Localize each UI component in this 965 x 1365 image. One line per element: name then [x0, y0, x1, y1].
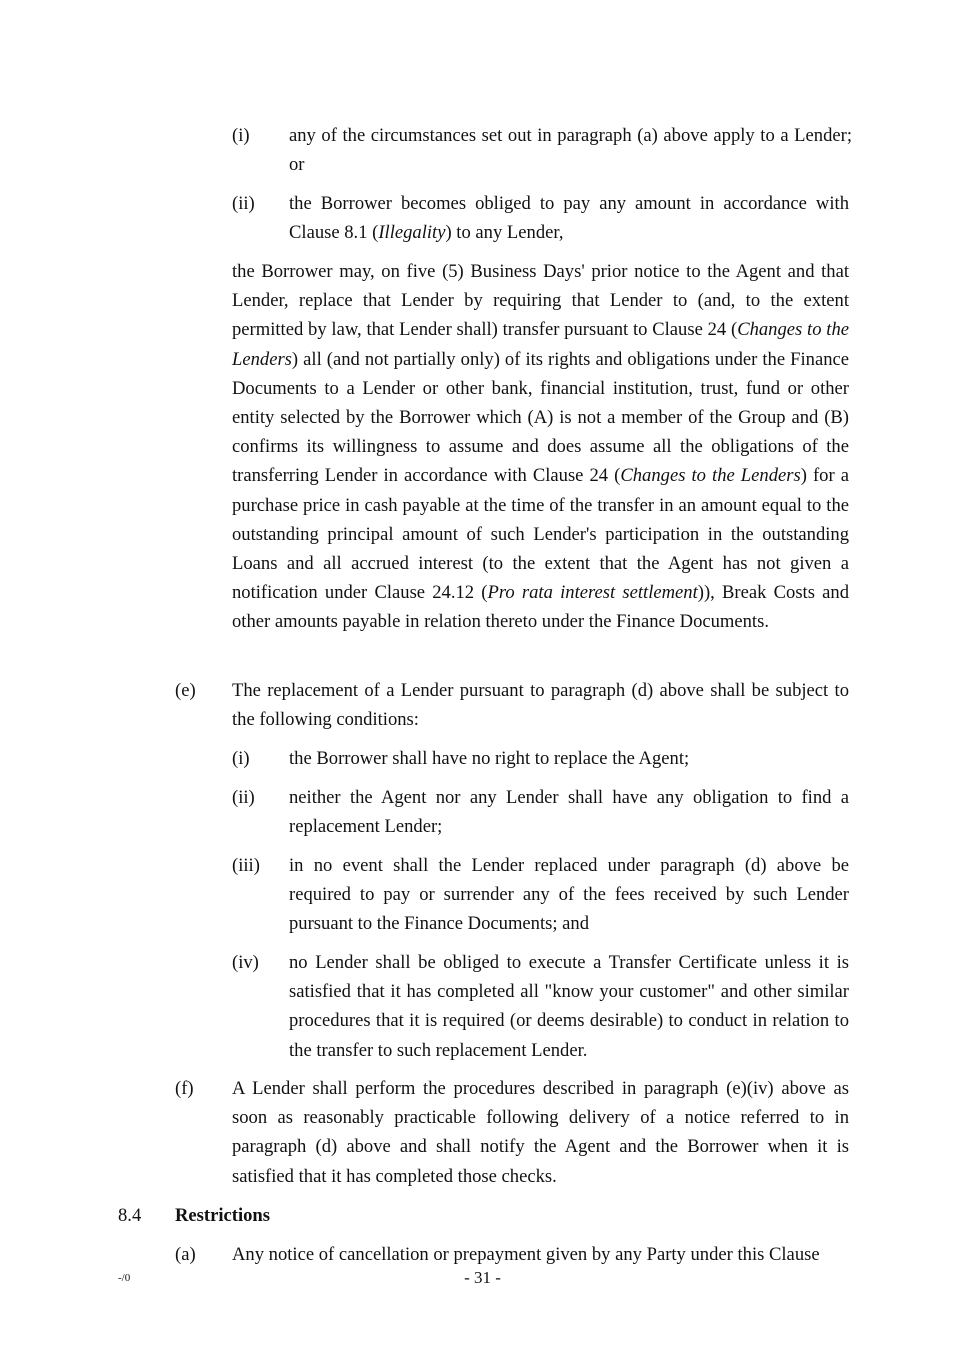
- item-text-8-4-a: Any notice of cancellation or prepayment given by any Party under this Clause: [232, 1244, 820, 1265]
- item-text-f: A Lender shall perform the procedures described in paragraph (e)(iv) above as soon as reasonably practicable following delivery of a notice referred to in paragraph (d) above and shall notify the Agent and the Borrower when it is satisfied that it has completed those checks.: [232, 1078, 849, 1187]
- item-number-e-i: (i): [232, 748, 250, 769]
- item-number-e-ii: (ii): [232, 787, 255, 808]
- item-text-e-iii: in no event shall the Lender replaced under paragraph (d) above be required to pay or surrender any of the fees received by such Lender pursuant to the Finance Documents; and: [289, 855, 849, 935]
- item-text-d-ii-b: ) to any Lender,: [445, 222, 564, 244]
- item-number-f: (f): [175, 1078, 194, 1099]
- paragraph-d-body-part-3: ) for a purchase price in cash payable at the time of the transfer in an amount equal to the outstanding principal amount of such Lender's participation in the outstanding Loans and all accrued interest (to the extent that the Agent has not given a notification under Clause 24.12 (: [232, 465, 849, 604]
- paragraph-d-body-part-4: )), Break Costs and other amounts payable in relation thereto under the Finance Documents.: [232, 582, 850, 633]
- section-number-8-4: 8.4: [118, 1205, 142, 1226]
- item-number-8-4-a: (a): [175, 1244, 196, 1265]
- item-text-d-i: any of the circumstances set out in paragraph (a) above apply to a Lender; or: [289, 125, 852, 176]
- item-text-d-ii: [289, 189, 849, 247]
- paragraph-d-body-part-1: the Borrower may, on five (5) Business Days' prior notice to the Agent and that Lender, replace that Lender by requiring that Lender to (and, to the extent permitted by law, that Lender shall) transfer pursuant to Clause 24 (: [232, 261, 849, 341]
- item-text-d-ii-a: the Borrower becomes obliged to pay any amount in accordance with Clause 8.1 (: [289, 193, 849, 244]
- paragraph-d-body: [232, 257, 849, 637]
- footer-reference: -/0: [118, 1272, 131, 1284]
- paragraph-d-body-italic-3: Pro rata interest settlement: [487, 582, 698, 604]
- paragraph-d-body-italic-1: Changes to the Lenders: [232, 319, 849, 370]
- paragraph-d-body-part-2: ) all (and not partially only) of its rights and obligations under the Finance Documents to a Lender or other bank, financial institution, trust, fund or other entity selected by the Borrower which (A) is not a member of the Group and (B) confirms its willingness to assume and does assume all the obligations of the transferring Lender in accordance with Clause 24 (: [232, 348, 849, 487]
- section-title-restrictions: Restrictions: [175, 1205, 271, 1226]
- item-text-e: The replacement of a Lender pursuant to paragraph (d) above shall be subject to the following conditions:: [232, 680, 849, 731]
- paragraph-d-body-italic-2: Changes to the Lenders: [620, 465, 801, 487]
- item-text-e-i: the Borrower shall have no right to replace the Agent;: [289, 748, 690, 769]
- item-number-e-iii: (iii): [232, 855, 260, 876]
- item-text-e-ii: neither the Agent nor any Lender shall have any obligation to find a replacement Lender;: [289, 787, 849, 838]
- item-number-d-i: (i): [232, 125, 250, 146]
- item-number-e-iv: (iv): [232, 952, 259, 973]
- item-text-e-iv: no Lender shall be obliged to execute a Transfer Certificate unless it is satisfied that it has completed all "know your customer" and other similar procedures that it is required (or deems desirable) to conduct in relation to the transfer to such replacement Lender.: [289, 952, 849, 1061]
- item-number-d-ii: (ii): [232, 193, 255, 214]
- item-number-e: (e): [175, 680, 196, 701]
- page-number: - 31 -: [464, 1268, 501, 1287]
- item-text-d-ii-italic: Illegality: [378, 222, 446, 244]
